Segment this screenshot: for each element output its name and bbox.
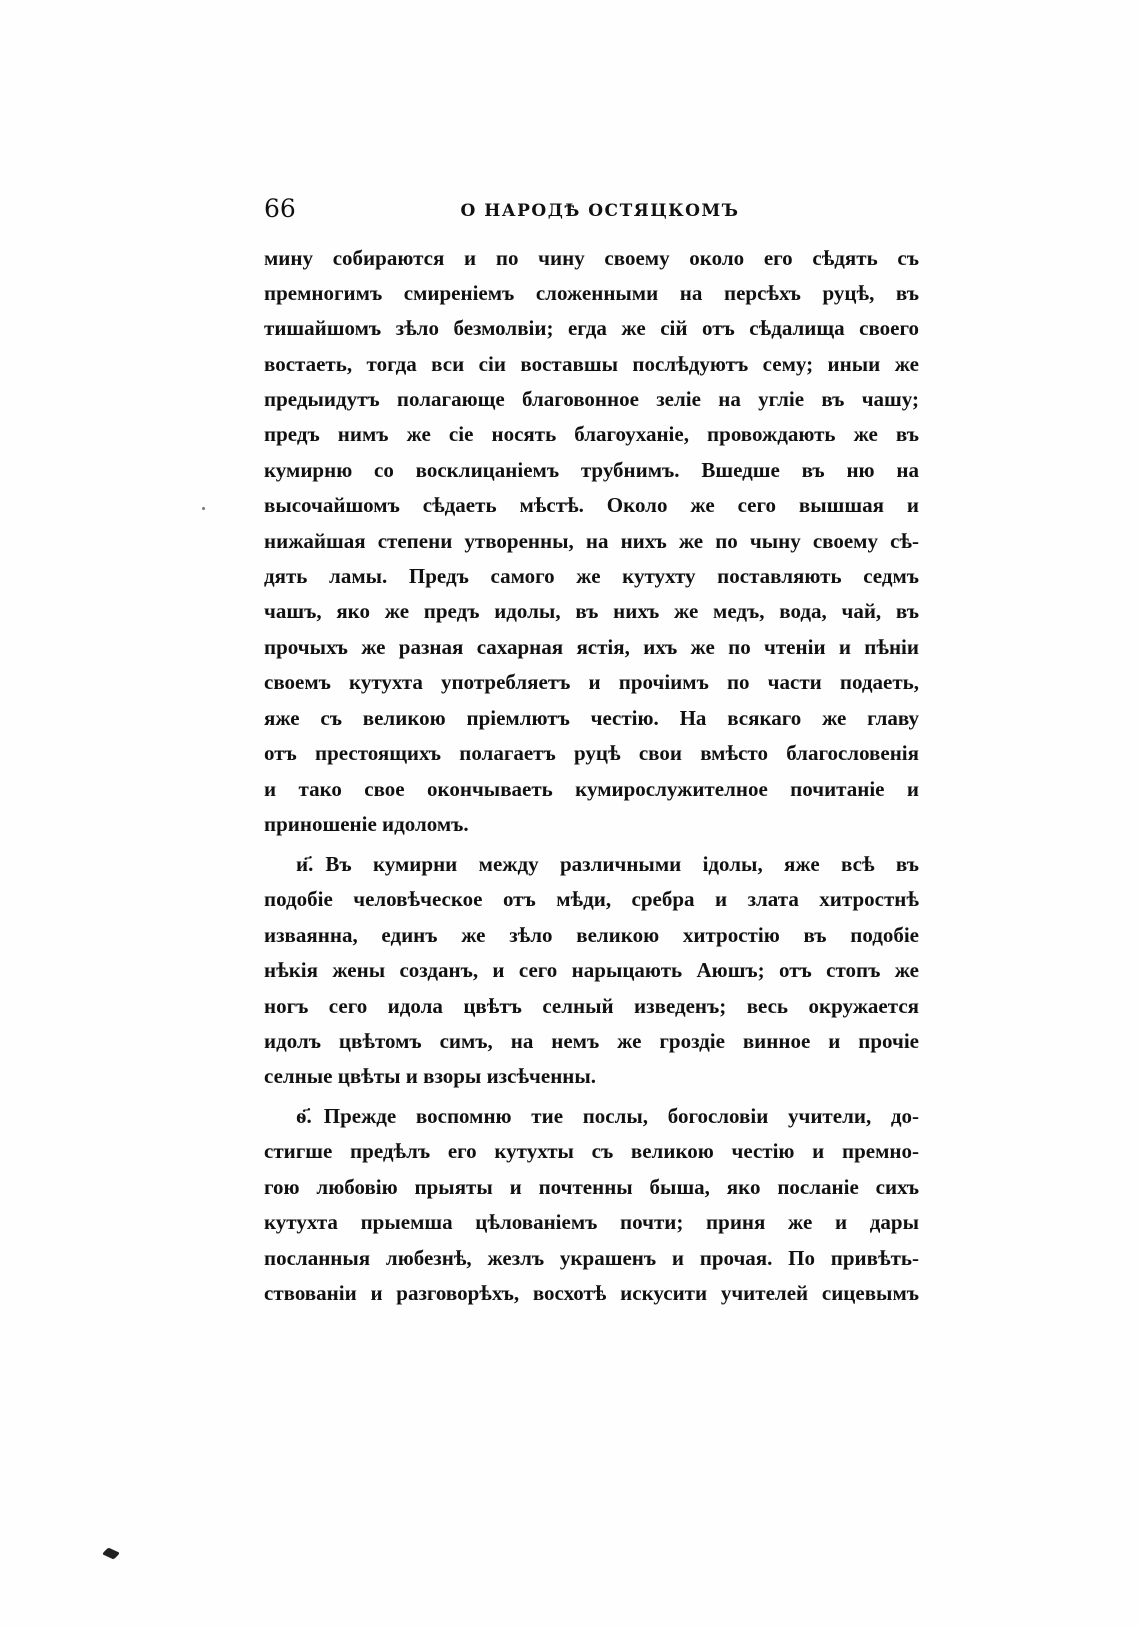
paragraph-number: ѳ҃. [296,1104,312,1128]
running-header: О НАРОДѢ ОСТЯЦКОМЪ [460,201,740,221]
text-line: высочайшомъ сѣдаеть мѣстѣ. Около же сего вышшая и [264,493,919,517]
text-line: нѣкія жены созданъ, и сего нарыцають Аюшъ; отъ стопъ же [264,958,919,982]
page-number: 66 [264,194,296,223]
text-line: нижайшая степени утворенны, на нихъ же по чыну своему сѣ- [264,529,919,553]
text-line: премногимъ смиреніемъ сложенными на персѣхъ руцѣ, въ [264,281,919,305]
text-line: дять ламы. Предъ самого же кутухту поставляють седмъ [264,564,919,588]
text-line: стигше предѣлъ его кутухты съ великою честію и премно- [264,1139,919,1163]
text-line: чашъ, яко же предъ идолы, въ нихъ же медъ, вода, чай, въ [264,599,919,623]
scan-mark [102,1547,120,1559]
text-line: посланныя любезнѣ, жезлъ украшенъ и прочая. По привѣть- [264,1246,919,1270]
text-line: гою любовію прыяты и почтенны быша, яко посланіе сихъ [264,1175,919,1199]
text-line: изваянна, единъ же зѣло великою хитростію въ подобіе [264,923,919,947]
text-line: Прежде воспомню тие послы, богословіи учители, до- [323,1104,919,1128]
text-line: востаеть, тогда вси сіи воставшы послѣдуютъ сему; иныи же [264,352,919,376]
text-line: ствованіи и разговорѣхъ, восхотѣ искусити учителей сицевымъ [264,1281,919,1305]
text-line: мину собираются и по чину своему около его сѣдять съ [264,246,919,270]
text-line: идолъ цвѣтомъ симъ, на немъ же гроздіе винное и прочіе [264,1029,919,1053]
text-line: предъ нимъ же сіе носять благоуханіе, провождають же въ [264,422,919,446]
text-line: кутухта прыемша цѣлованіемъ почти; приня же и дары [264,1210,919,1234]
text-line: яже съ великою пріемлютъ честію. На всякаго же главу [264,706,919,730]
text-line: и тако свое окончываеть кумирослужителное почитаніе и [264,777,919,801]
text-line: ногъ сего идола цвѣтъ селный изведенъ; весь окружается [264,994,919,1018]
text-line: тишайшомъ зѣло безмолвіи; егда же сій отъ сѣдалища своего [264,316,919,340]
text-line: кумирню со восклицаніемъ трубнимъ. Вшедше въ ню на [264,458,919,482]
text-line: предыидутъ полагающе благовонное зеліе на угліе въ чашу; [264,387,919,411]
scan-speck [202,507,205,510]
text-line: подобіе человѣческое отъ мѣди, сребра и злата хитростнѣ [264,887,919,911]
text-line: отъ престоящихъ полагаетъ руцѣ свои вмѣсто благословенія [264,741,919,765]
paragraph-number: и҃. [296,852,314,876]
text-line: своемъ кутухта употребляетъ и прочіимъ по части подаеть, [264,670,919,694]
text-line: селные цвѣты и взоры изсѣченны. [264,1064,597,1088]
text-line: приношеніе идоломъ. [264,812,469,836]
text-line-first [296,1098,919,1134]
text-line-first [296,846,919,882]
text-line: Въ кумирни между различными ідолы, яже всѣ въ [325,852,919,876]
text-line: прочыхъ же разная сахарная ястія, ихъ же по чтеніи и пѣніи [264,635,919,659]
